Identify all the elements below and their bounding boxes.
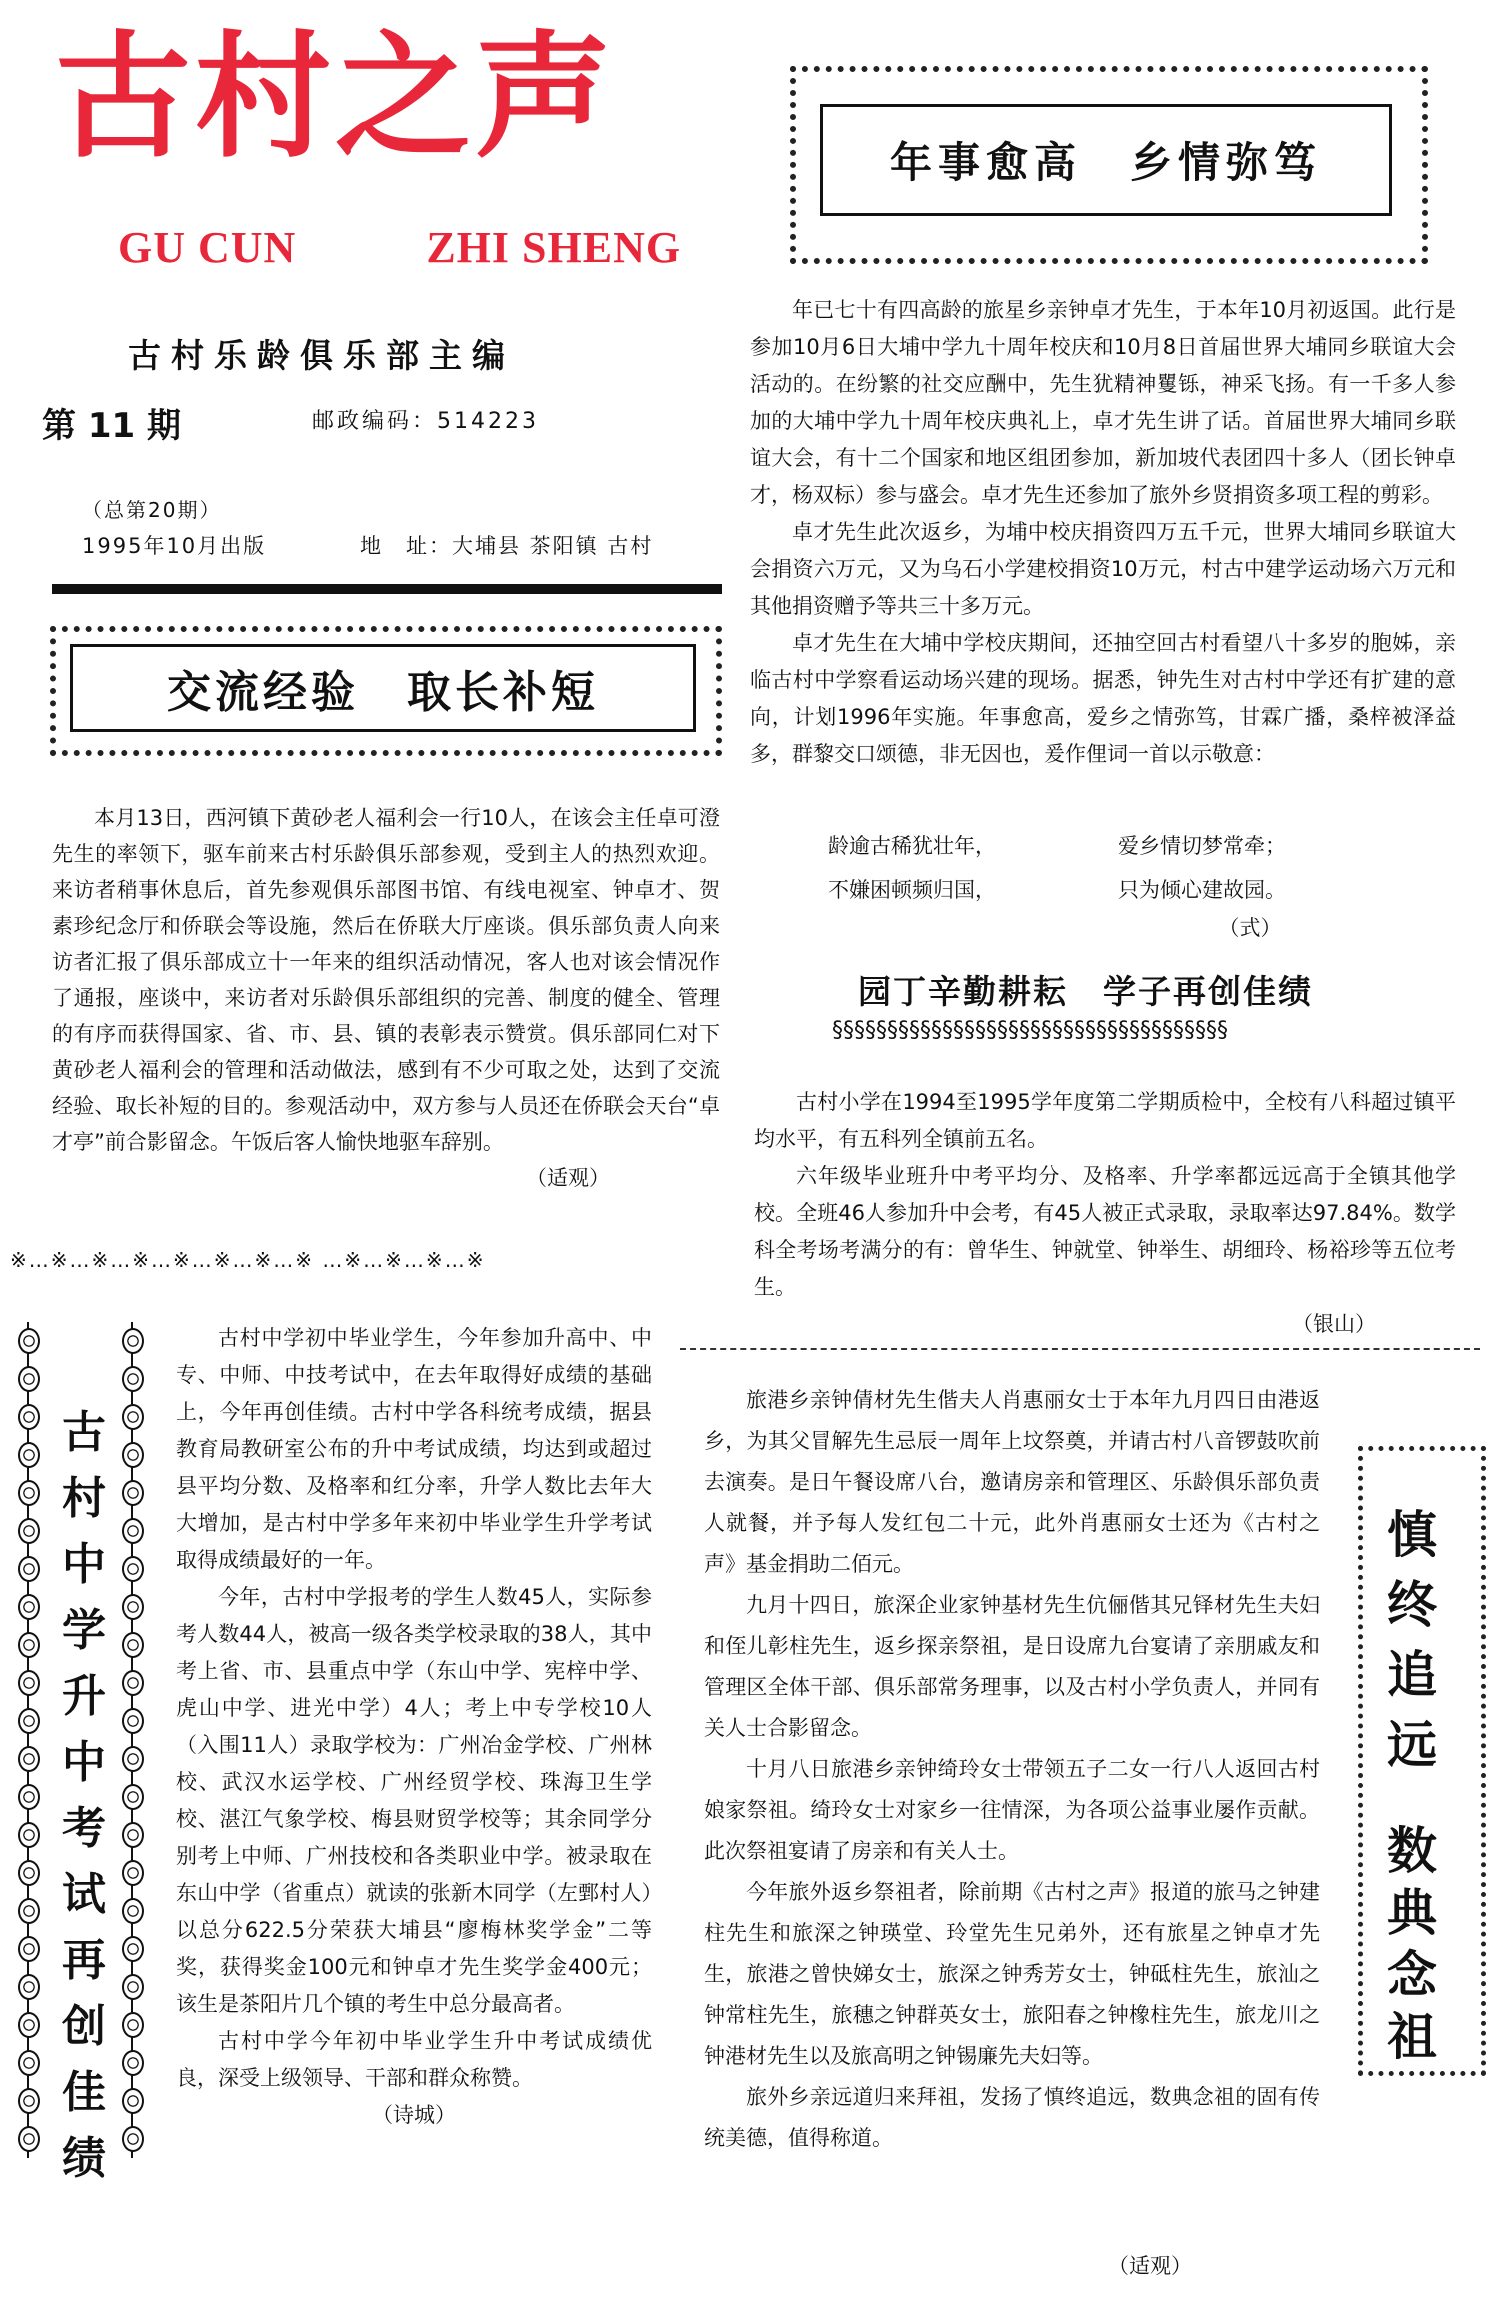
article1-headline: 交流经验 取长补短	[70, 644, 696, 732]
masthead-rule	[52, 584, 722, 594]
title-char: 绩	[62, 2133, 106, 2184]
title-char: 祖	[1387, 2007, 1437, 2066]
lantern-icon	[18, 1898, 40, 1924]
title-char: 中	[62, 1539, 106, 1590]
article4-headline: 园丁辛勤耕耘 学子再创佳绩	[858, 972, 1313, 1011]
title-char: 终	[1387, 1575, 1437, 1634]
lantern-icon	[122, 1822, 144, 1848]
lantern-icon	[18, 1708, 40, 1734]
pinyin-left: GU CUN	[118, 223, 297, 272]
lantern-icon	[122, 1860, 144, 1886]
lantern-icon	[122, 1328, 144, 1354]
paragraph: 六年级毕业班升中考平均分、及格率、升学率都远远高于全镇其他学校。全班46人参加升中会考，有45人被正式录取，录取率达97.84%。数学科全考场考满分的有：曾华生、钟就堂、钟举生、胡细玲、杨裕珍等五位考生。	[754, 1164, 1456, 1299]
masthead-title: 古村之声	[55, 19, 615, 177]
title-char: 试	[62, 1869, 106, 1920]
publish-date: 1995年10月出版	[82, 534, 267, 558]
editor-line: 古村乐龄俱乐部主编	[128, 336, 515, 375]
total-issue: （总第20期）	[82, 498, 222, 522]
article1-signature: （适观）	[526, 1166, 610, 1190]
lantern-icon	[18, 2050, 40, 2076]
title-char: 再	[62, 1935, 106, 1986]
title-char: 数	[1387, 1821, 1437, 1880]
lantern-icon	[18, 1822, 40, 1848]
paragraph: 今年，古村中学报考的学生人数45人，实际参考人数44人，被高一级各类学校录取的38人，其中考上省、市、县重点中学（东山中学、宪梓中学、虎山中学、进光中学）4人；考上中专学校10人（入围11人）录取学校为：广州冶金学校、广州林校、武汉水运学校、广州经贸学校、珠海卫生学校、湛江气象学校、梅县财贸学校等；其余同学分别考上中师、广州技校和各类职业中学。被录取在东山中学（省重点）就读的张新木同学（左鄄村人）以总分622.5分荣获大埔县“廖梅林奖学金”二等奖，获得奖金100元和钟卓才先生奖学金400元；该生是茶阳片几个镇的考生中总分最高者。	[176, 1585, 652, 2016]
title-char: 中	[62, 1737, 106, 1788]
dashed-divider	[680, 1348, 1480, 1350]
title-char: 创	[62, 2001, 106, 2052]
lantern-icon	[122, 2050, 144, 2076]
lantern-icon	[122, 1936, 144, 1962]
article4-body	[754, 1084, 1456, 1343]
lantern-icon	[122, 1556, 144, 1582]
poem-line: 龄逾古稀犹壮年，	[828, 834, 996, 858]
article5-title-b	[1372, 1820, 1452, 2068]
postal-code: 邮政编码：514223	[312, 409, 539, 434]
lantern-icon	[122, 1632, 144, 1658]
lantern-icon	[122, 1518, 144, 1544]
lantern-icon	[18, 1746, 40, 1772]
masthead-pinyin	[118, 222, 681, 273]
lantern-icon	[18, 2012, 40, 2038]
lantern-icon	[122, 1784, 144, 1810]
paragraph: 旅外乡亲远道归来拜祖，发扬了慎终追远，数典念祖的固有传统美德，值得称道。	[704, 2085, 1320, 2150]
article5-title-a	[1372, 1500, 1452, 1780]
lantern-icon	[18, 1442, 40, 1468]
section-divider: ※…※…※…※…※…※…※…※ …※…※…※…※	[10, 1248, 486, 1272]
poem-line: 爱乡情切梦常牵；	[1118, 834, 1286, 858]
paragraph: 本月13日，西河镇下黄砂老人福利会一行10人，在该会主任卓可澄先生的率领下，驱车前来古村乐龄俱乐部参观，受到主人的热烈欢迎。来访者稍事休息后，首先参观俱乐部图书馆、有线电视室、钟卓才、贺素珍纪念厅和侨联会等设施，然后在侨联大厅座谈。俱乐部负责人向来访者汇报了俱乐部成立十一年来的组织活动情况，客人也对该会情况作了通报，座谈中，来访者对乐龄俱乐部组织的完善、制度的健全、管理的有序而获得国家、省、市、县、镇的表彰表示赞赏。俱乐部同仁对下黄砂老人福利会的管理和活动做法，感到有不少可取之处，达到了交流经验、取长补短的目的。参观活动中，双方参与人员还在侨联会天台“卓才亭”前合影留念。午饭后客人愉快地驱车辞别。	[52, 806, 720, 1154]
title-char: 升	[62, 1671, 106, 1722]
lantern-icon	[122, 1366, 144, 1392]
title-char: 学	[62, 1605, 106, 1656]
article3-headline: 年事愈高 乡情弥笃	[820, 104, 1392, 216]
paragraph: 今年旅外返乡祭祖者，除前期《古村之声》报道的旅马之钟建柱先生和旅深之钟瑛堂、玲堂先生兄弟外，还有旅星之钟卓才先生，旅港之曾快娣女士，旅深之钟秀芳女士，钟砥柱先生，旅汕之钟常柱先生，旅穗之钟群英女士，旅阳春之钟橡柱先生，旅龙川之钟港材先生以及旅高明之钟锡廉先夫妇等。	[704, 1880, 1320, 2068]
paragraph: 古村小学在1994至1995学年度第二学期质检中，全校有八科超过镇平均水平，有五科列全镇前五名。	[754, 1090, 1456, 1151]
title-char: 典	[1387, 1883, 1437, 1942]
article1-body	[52, 800, 720, 1196]
title-char: 佳	[62, 2067, 106, 2118]
article3-signature: （式）	[1218, 916, 1282, 940]
lantern-icon	[122, 1480, 144, 1506]
article5-signature: （适观）	[1108, 2254, 1192, 2278]
lantern-icon	[122, 1974, 144, 2000]
lantern-icon	[122, 1442, 144, 1468]
lantern-icon	[18, 2088, 40, 2114]
title-char: 考	[62, 1803, 106, 1854]
pinyin-right: ZHI SHENG	[426, 223, 682, 272]
lantern-icon	[122, 1898, 144, 1924]
article4-signature: （银山）	[1292, 1312, 1376, 1336]
article2-body	[176, 1320, 652, 2134]
lantern-icon	[18, 2126, 40, 2152]
poem-line: 只为倾心建故园。	[1118, 878, 1286, 902]
paragraph: 旅港乡亲钟倩材先生偕夫人肖惠丽女士于本年九月四日由港返乡，为其父冒解先生忌辰一周年上坟祭奠，并请古村八音锣鼓吹前去演奏。是日午餐设席八台，邀请房亲和管理区、乐龄俱乐部负责人就餐，并予每人发红包二十元，此外肖惠丽女士还为《古村之声》基金捐助二佰元。	[704, 1388, 1320, 1576]
paragraph: 卓才先生在大埔中学校庆期间，还抽空回古村看望八十多岁的胞姊，亲临古村中学察看运动场兴建的现场。据悉，钟先生对古村中学还有扩建的意向，计划1996年实施。年事愈高，爱乡之情弥笃，甘霖广播，桑梓被泽益多，群黎交口颂德，非无因也，爰作俚词一首以示敬意：	[750, 631, 1456, 766]
lantern-column-left	[14, 1328, 44, 2152]
lantern-icon	[122, 1594, 144, 1620]
lantern-icon	[122, 2012, 144, 2038]
lantern-icon	[18, 1518, 40, 1544]
paragraph: 卓才先生此次返乡，为埔中校庆捐资四万五千元，世界大埔同乡联谊大会捐资六万元，又为乌石小学建校捐资10万元，村古中建学运动场六万元和其他捐资赠予等共三十多万元。	[750, 520, 1456, 618]
lantern-icon	[122, 1708, 144, 1734]
lantern-icon	[122, 2126, 144, 2152]
paragraph: 十月八日旅港乡亲钟绮玲女士带领五子二女一行八人返回古村娘家祭祖。绮玲女士对家乡一往情深，为各项公益事业屡作贡献。此次祭祖宴请了房亲和有关人士。	[704, 1757, 1320, 1863]
paragraph: 古村中学今年初中毕业学生升中考试成绩优良，深受上级领导、干部和群众称赞。	[176, 2029, 652, 2090]
poem-left	[828, 824, 1108, 912]
lantern-icon	[18, 1974, 40, 2000]
lantern-icon	[18, 1670, 40, 1696]
paragraph: 年已七十有四高龄的旅星乡亲钟卓才先生，于本年10月初返国。此行是参加10月6日大埔中学九十周年校庆和10月8日首届世界大埔同乡联谊大会活动的。在纷繁的社交应酬中，先生犹精神矍铄，神采飞扬。有一千多人参加的大埔中学九十周年校庆典礼上，卓才先生讲了话。首届世界大埔同乡联谊大会，有十二个国家和地区组团参加，新加坡代表团四十多人（团长钟卓才，杨双标）参与盛会。卓才先生还参加了旅外乡贤捐资多项工程的剪彩。	[750, 298, 1456, 507]
lantern-column-right	[118, 1328, 148, 2152]
paragraph: 九月十四日，旅深企业家钟基材先生伉俪偕其兄铎材先生夫妇和侄儿彰柱先生，返乡探亲祭祖，是日设席九台宴请了亲朋戚友和管理区全体干部、俱乐部常务理事，以及古村小学负责人，并同有关人士合影留念。	[704, 1593, 1320, 1740]
ornament-rule: §§§§§§§§§§§§§§§§§§§§§§§§§§§§§§§§§§§§	[832, 1018, 1228, 1043]
lantern-icon	[18, 1328, 40, 1354]
lantern-icon	[18, 1556, 40, 1582]
title-char: 念	[1387, 1945, 1437, 2004]
article3-body	[750, 292, 1456, 773]
lantern-icon	[18, 1936, 40, 1962]
lantern-icon	[18, 1860, 40, 1886]
article2-vertical-title	[54, 1400, 114, 2192]
poem-line: 不嫌困顿频归国，	[828, 878, 996, 902]
lantern-icon	[18, 1404, 40, 1430]
lantern-icon	[18, 1480, 40, 1506]
poem-right	[1118, 824, 1398, 912]
lantern-icon	[18, 1366, 40, 1392]
title-char: 追	[1387, 1645, 1437, 1704]
address: 地 址：大埔县 茶阳镇 古村	[360, 534, 654, 558]
lantern-icon	[18, 1632, 40, 1658]
paragraph: 古村中学初中毕业学生，今年参加升高中、中专、中师、中技考试中，在去年取得好成绩的基础上，今年再创佳绩。古村中学各科统考成绩，据县教育局教研室公布的升中考试成绩，均达到或超过县平均分数、及格率和红分率，升学人数比去年大大增加，是古村中学多年来初中毕业学生升学考试取得成绩最好的一年。	[176, 1326, 652, 1572]
issue-number: 第 11 期	[42, 406, 181, 446]
lantern-icon	[122, 1746, 144, 1772]
lantern-icon	[122, 1670, 144, 1696]
lantern-icon	[18, 1594, 40, 1620]
lantern-icon	[122, 2088, 144, 2114]
article5-body	[704, 1380, 1320, 2159]
article2-signature: （诗城）	[372, 2103, 456, 2127]
lantern-icon	[122, 1404, 144, 1430]
title-char: 远	[1387, 1715, 1437, 1774]
title-char: 村	[62, 1473, 106, 1524]
title-char: 慎	[1387, 1505, 1437, 1564]
title-char: 古	[62, 1407, 106, 1458]
lantern-icon	[18, 1784, 40, 1810]
